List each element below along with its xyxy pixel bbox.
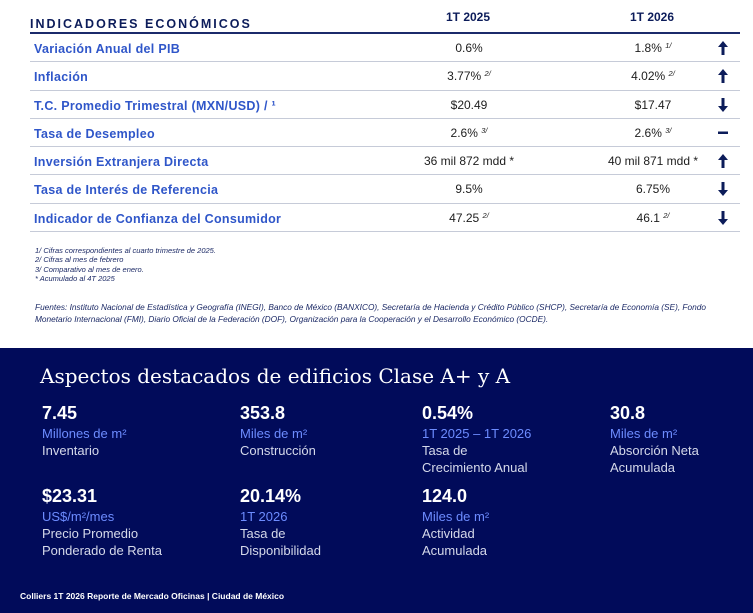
stat-unit: 1T 2025 – 1T 2026: [422, 426, 532, 441]
row-label: T.C. Promedio Trimestral (MXN/USD) / ¹: [34, 98, 276, 113]
value-1t2026: 40 mil 871 mdd *: [607, 154, 699, 169]
stat-unit: Millones de m²: [42, 426, 127, 441]
stat-value: $23.31: [42, 486, 98, 506]
dash-icon: [718, 126, 728, 140]
arrow-up-icon: [718, 69, 728, 83]
table-row: [30, 175, 740, 203]
stat-absorcion-neta: [610, 403, 750, 476]
sources-text: Fuentes: Instituto Nacional de Estadística y Geografía (INEGI), Banco de México (BANXICO), Secretaría de Hacienda y Crédito Público (SHCP), Secretaría de Economía (SE), Fondo Monetario Internacional (FMI), Diario Oficial de la Federación (DOF), Organización para la Cooperación y el Desarrollo Económico (OCDE).: [35, 302, 706, 324]
highlights-section: [0, 348, 753, 613]
value-1t2026: 4.02% $^{2/}$: [631, 69, 675, 84]
footnote: * Acumulado al 4T 2025: [35, 274, 115, 284]
value-1t2026: 1.8% $^{1/}$: [634, 41, 672, 55]
column-header-1t2025: 1T 2025: [446, 10, 491, 24]
stat-value: 30.8: [610, 403, 646, 423]
stat-actividad: [422, 486, 602, 559]
stat-disponibilidad: [240, 486, 420, 559]
indicators-table: [30, 6, 740, 232]
stat-description: Precio Promedio Ponderado de Renta: [42, 526, 162, 558]
stat-value: 20.14%: [240, 486, 302, 506]
stat-unit: 1T 2026: [240, 509, 288, 524]
row-label: Inflación: [34, 70, 89, 85]
arrow-down-icon: [718, 211, 728, 225]
table-row: [30, 34, 740, 62]
stat-unit: US$/m²/mes: [42, 509, 115, 524]
stat-unit: Miles de m²: [240, 426, 308, 441]
stat-unit: Miles de m²: [610, 426, 678, 441]
value-1t2025: $20.49: [450, 97, 488, 112]
value-1t2026: $17.47: [634, 97, 672, 112]
footnotes: [35, 246, 216, 284]
value-1t2025: 9.5%: [455, 182, 483, 197]
table-title: INDICADORES ECONÓMICOS: [30, 17, 252, 31]
row-label: Indicador de Confianza del Consumidor: [34, 211, 282, 226]
table-row: [30, 119, 740, 147]
arrow-up-icon: [718, 154, 728, 168]
value-1t2025: 3.77% $^{2/}$: [447, 69, 491, 84]
row-label: Inversión Extranjera Directa: [34, 155, 209, 170]
stat-description: Construcción: [240, 443, 316, 458]
arrow-down-icon: [718, 182, 728, 196]
stat-value: 353.8: [240, 403, 286, 423]
page-footer: Colliers 1T 2026 Reporte de Mercado Oficinas | Ciudad de México: [20, 591, 285, 601]
value-1t2025: 2.6% $^{3/}$: [450, 125, 488, 140]
value-1t2026: 6.75%: [635, 182, 671, 197]
stat-precio-renta: [42, 486, 222, 559]
table-row: [30, 147, 740, 175]
stat-description: Tasa de Disponibilidad: [240, 526, 321, 558]
table-header: [30, 6, 740, 34]
value-1t2026: 2.6% $^{3/}$: [634, 125, 672, 140]
stat-description: Tasa de Crecimiento Anual: [422, 443, 528, 475]
row-label: Variación Anual del PIB: [34, 42, 181, 56]
stat-description: Absorción Neta Acumulada: [610, 443, 699, 475]
table-row: [30, 62, 740, 90]
highlights-heading: Aspectos destacados de edificios Clase A+ y A: [40, 364, 511, 388]
column-header-1t2026: 1T 2026: [630, 10, 675, 24]
value-1t2026: 46.1 $^{2/}$: [636, 210, 670, 225]
stat-description: Actividad Acumulada: [422, 526, 488, 558]
value-1t2025: 47.25 $^{2/}$: [449, 210, 489, 225]
footnote: 2/ Cifras al mes de febrero: [35, 255, 124, 265]
arrow-up-icon: [718, 41, 728, 55]
stat-value: 0.54%: [422, 403, 474, 423]
stat-crecimiento-anual: [422, 403, 602, 476]
stat-inventario: [42, 403, 222, 460]
stat-value: 124.0: [422, 486, 468, 506]
row-label: Tasa de Interés de Referencia: [34, 183, 219, 198]
arrow-down-icon: [718, 98, 728, 112]
stat-description: Inventario: [42, 443, 100, 458]
value-1t2025: 36 mil 872 mdd *: [423, 154, 515, 169]
table-row: [30, 91, 740, 119]
stat-unit: Miles de m²: [422, 509, 490, 524]
footnote: 3/ Comparativo al mes de enero.: [35, 264, 144, 274]
footnote: 1/ Cifras correspondientes al cuarto trimestre de 2025.: [35, 246, 216, 255]
row-label: Tasa de Desempleo: [34, 126, 155, 141]
table-row: [30, 204, 740, 232]
value-1t2025: 0.6%: [455, 41, 483, 55]
stat-construccion: [240, 403, 420, 460]
stat-value: 7.45: [42, 403, 78, 423]
